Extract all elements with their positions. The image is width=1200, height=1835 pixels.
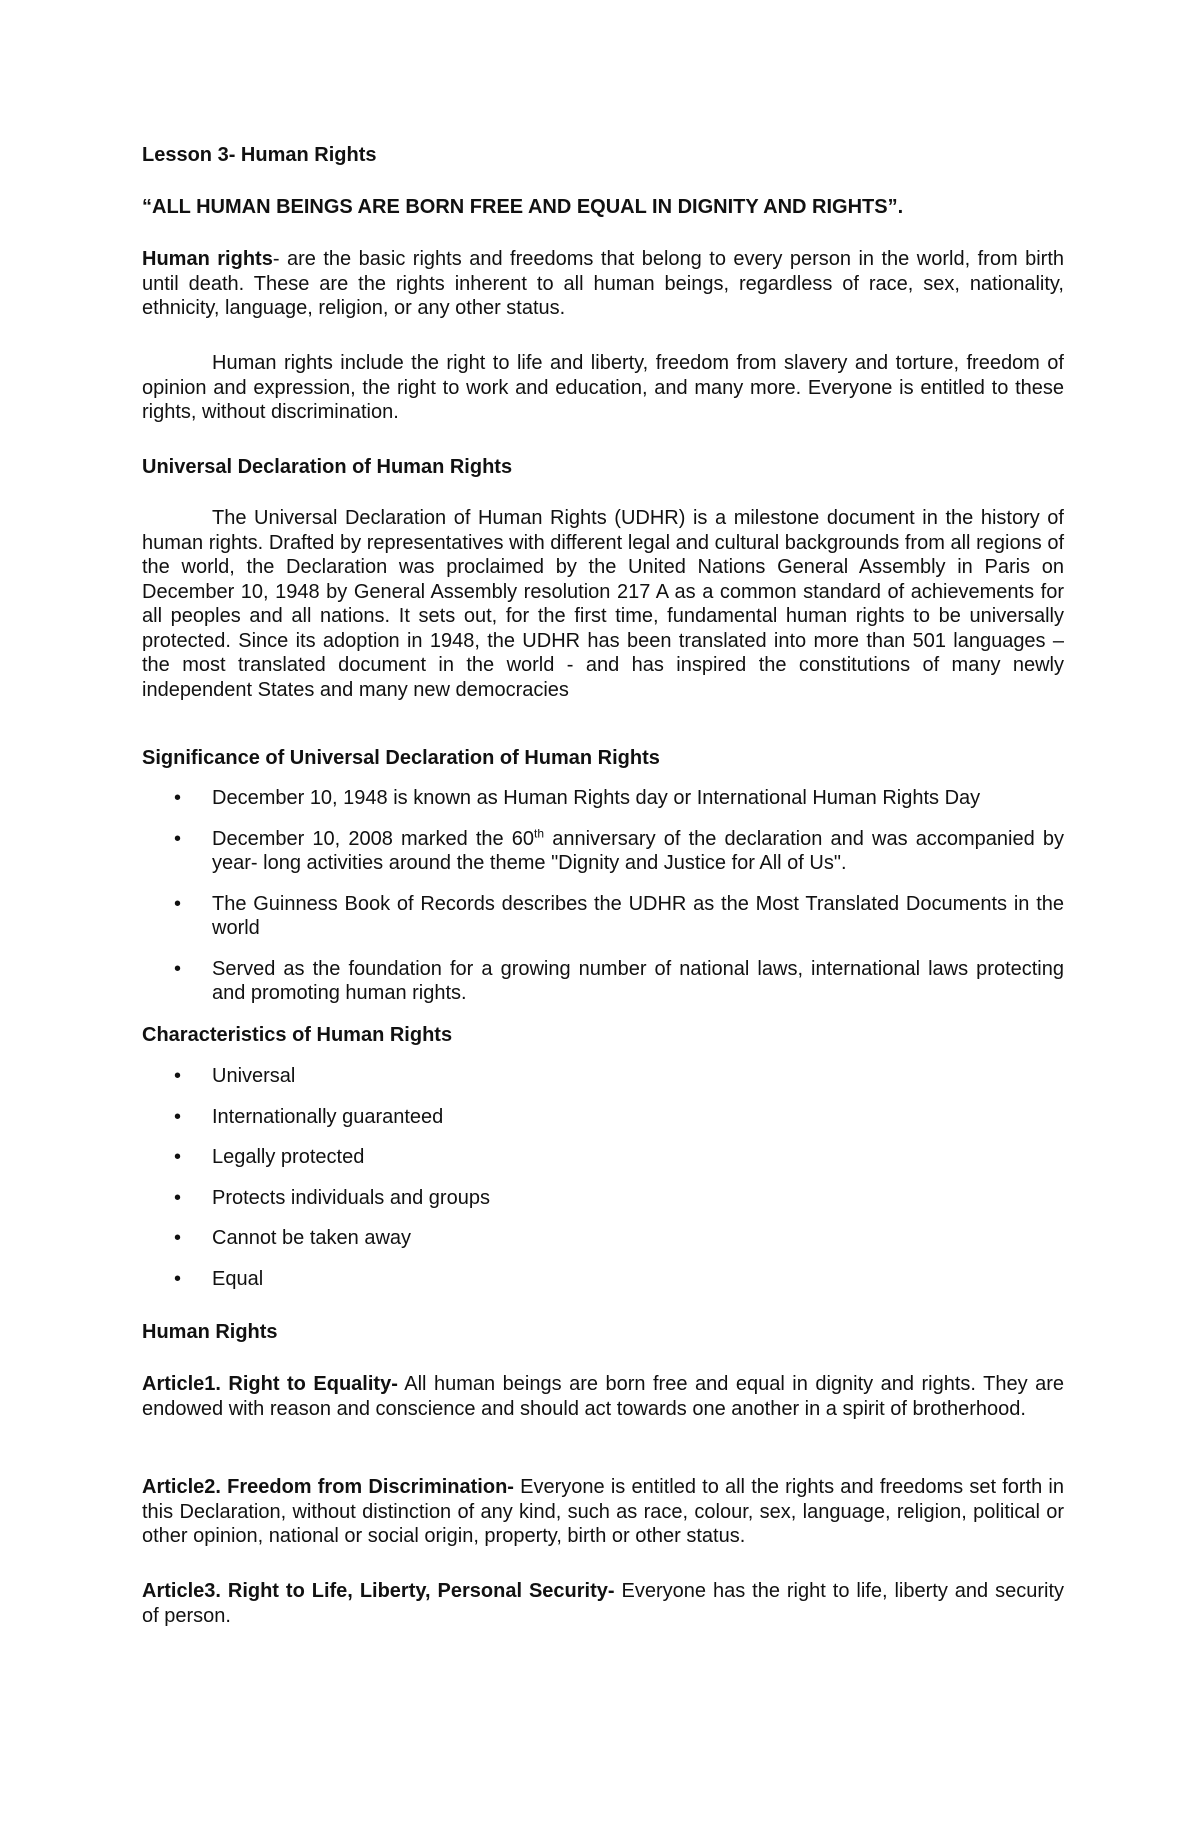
list-item bbox=[142, 786, 1064, 811]
bullet-icon: • bbox=[174, 1227, 182, 1249]
list-item-text: Legally protected bbox=[212, 1146, 365, 1168]
article-title: Article3. Right to Life, Liberty, Personal Security- bbox=[142, 1580, 615, 1602]
article-1 bbox=[142, 1372, 1064, 1421]
list-item-text: The Guinness Book of Records describes the UDHR as the Most Translated Documents in the world bbox=[212, 892, 1064, 939]
list-item bbox=[142, 1267, 1064, 1292]
list-item bbox=[142, 957, 1064, 1006]
list-item bbox=[142, 1226, 1064, 1251]
article-title: Article1. Right to Equality- bbox=[142, 1373, 398, 1395]
bullet-icon: • bbox=[174, 787, 182, 809]
articles-heading: Human Rights bbox=[142, 1321, 278, 1343]
bullet-icon: • bbox=[174, 957, 182, 980]
list-item-text: Equal bbox=[212, 1267, 264, 1290]
list-item-text: Internationally guaranteed bbox=[212, 1105, 444, 1128]
significance-heading: Significance of Universal Declaration of Human Rights bbox=[142, 747, 660, 769]
list-item-text: December 10, 2008 marked the 60 bbox=[212, 827, 535, 850]
article-3 bbox=[142, 1579, 1064, 1628]
definition-text: - are the basic rights and freedoms that belong to every person in the world, from birth until death. These are the rights inherent to all human beings, regardless of race, sex, nationality, ethnicity, language, religion, or any other status. bbox=[142, 248, 1064, 319]
intro-paragraph: Human rights include the right to life and liberty, freedom from slavery and torture, freedom of opinion and expression, the right to work and education, and many more. Everyone is entitled to these rights, without discrimination. bbox=[142, 352, 1064, 423]
list-item bbox=[142, 1064, 1064, 1089]
bullet-icon: • bbox=[174, 1065, 182, 1087]
bullet-icon: • bbox=[174, 1146, 182, 1168]
bullet-icon: • bbox=[174, 892, 182, 915]
bullet-icon: • bbox=[174, 1105, 182, 1128]
list-item-text: Universal bbox=[212, 1065, 296, 1087]
ordinal-suffix: th bbox=[534, 825, 545, 840]
list-item bbox=[142, 1105, 1064, 1130]
significance-list bbox=[142, 786, 1064, 1006]
article-text: All human beings are born free and equal in dignity and rights. They are endowed with reason and conscience and should act towards one another in a spirit of brotherhood. bbox=[142, 1373, 1064, 1420]
bullet-icon: • bbox=[174, 1186, 182, 1209]
lesson-title: Lesson 3- Human Rights bbox=[142, 144, 377, 166]
list-item bbox=[142, 1186, 1064, 1211]
characteristics-heading: Characteristics of Human Rights bbox=[142, 1024, 453, 1046]
list-item-text: Cannot be taken away bbox=[212, 1227, 412, 1249]
list-item-text: December 10, 1948 is known as Human Rights day or International Human Rights Day bbox=[212, 787, 981, 809]
article-text: Everyone is entitled to all the rights and freedoms set forth in this Declaration, without distinction of any kind, such as race, colour, sex, language, religion, political or other opinion, national or social origin, property, birth or other status. bbox=[142, 1476, 1065, 1547]
definition-paragraph bbox=[142, 247, 1064, 321]
list-item-text: anniversary of the declaration and was accompanied by year- long activities around the theme "Dignity and Justice for All of Us". bbox=[212, 827, 1064, 874]
list-item bbox=[142, 892, 1064, 941]
bullet-icon: • bbox=[174, 827, 182, 850]
list-item-text: Served as the foundation for a growing number of national laws, international laws protecting and promoting human rights. bbox=[212, 957, 1064, 1004]
udhr-heading: Universal Declaration of Human Rights bbox=[142, 456, 513, 478]
definition-term: Human rights bbox=[142, 248, 273, 270]
article-2 bbox=[142, 1475, 1064, 1549]
article-title: Article2. Freedom from Discrimination- bbox=[142, 1476, 514, 1498]
article-text: Everyone has the right to life, liberty and security of person. bbox=[142, 1580, 1064, 1627]
quote: “ALL HUMAN BEINGS ARE BORN FREE AND EQUAL IN DIGNITY AND RIGHTS”. bbox=[142, 196, 904, 218]
list-item bbox=[142, 1145, 1064, 1170]
udhr-paragraph: The Universal Declaration of Human Rights (UDHR) is a milestone document in the history of human rights. Drafted by representatives with different legal and cultural backgrounds from all regions of the world, the Declaration was proclaimed by the United Nations General Assembly in Paris on December 10, 1948 by General Assembly resolution 217 A as a common standard of achievements for all peoples and all nations. It sets out, for the first time, fundamental human rights to be universally protected. Since its adoption in 1948, the UDHR has been translated into more than 501 languages – the most translated document in the world - and has inspired the constitutions of many newly independent States and many new democracies bbox=[142, 507, 1064, 701]
list-item bbox=[142, 827, 1064, 876]
bullet-icon: • bbox=[174, 1267, 182, 1290]
characteristics-list bbox=[142, 1064, 1064, 1291]
list-item-text: Protects individuals and groups bbox=[212, 1186, 490, 1209]
